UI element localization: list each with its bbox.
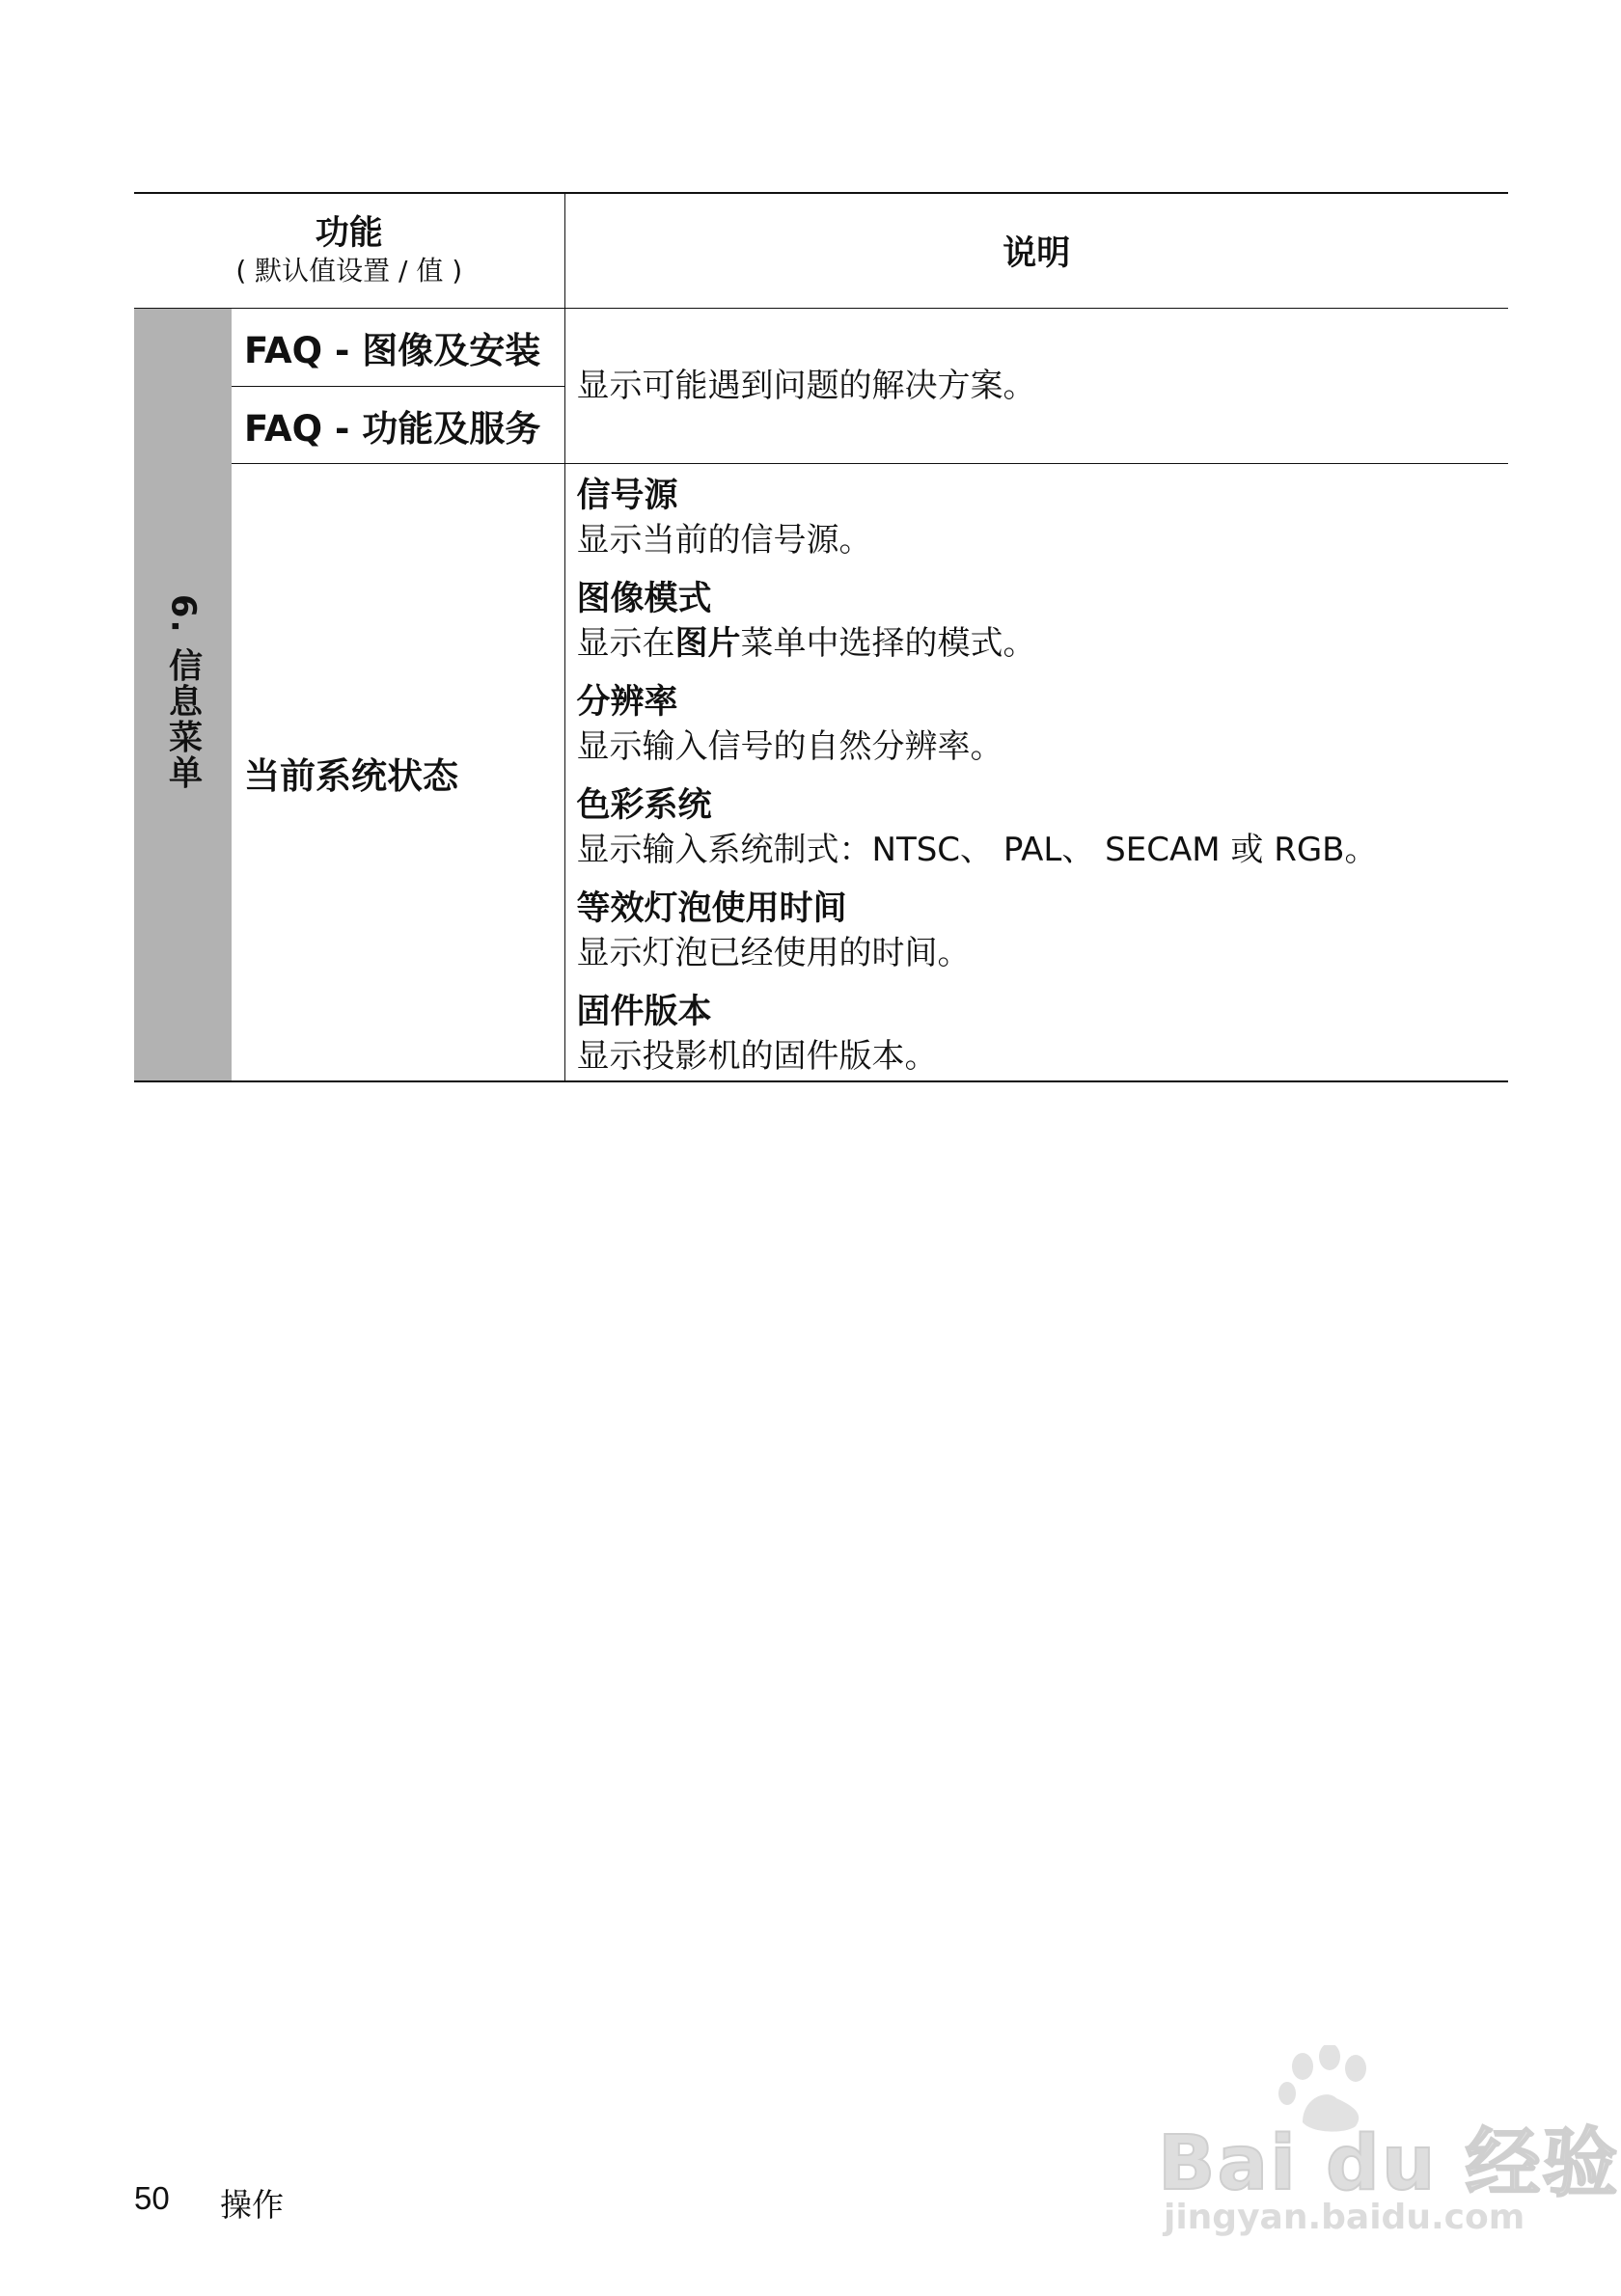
entry-text: 显示投影机的固件版本。 (576, 1037, 938, 1076)
entry-title: 固件版本 (576, 993, 712, 1031)
entry-text-before: 显示在 (576, 624, 675, 663)
entry-title: 等效灯泡使用时间 (576, 889, 847, 928)
watermark-url: jingyan.baidu.com (1164, 2198, 1525, 2237)
current-system-status-item: 当前系统状态 (232, 464, 564, 1082)
entry-title: 分辨率 (576, 683, 678, 722)
entry-title: 色彩系统 (576, 786, 712, 825)
entry-text: 显示输入系统制式：NTSC、 PAL、 SECAM 或 RGB。 (576, 831, 1378, 869)
function-header-subtitle: ( 默认值设置 / 值 ) (235, 255, 463, 287)
baidu-jingyan-watermark (1148, 2045, 1620, 2238)
page-section-label: 操作 (220, 2186, 284, 2224)
entry-text: 显示当前的信号源。 (576, 521, 872, 560)
table-row (134, 309, 1508, 387)
table-header-row (134, 193, 1508, 309)
status-entry-source (577, 474, 1509, 562)
faq-description: 显示可能遇到问题的解决方案。 (564, 309, 1508, 464)
watermark-main-text: Bai du 经验 (1158, 2120, 1620, 2207)
faq-image-install-item: FAQ - 图像及安装 (232, 309, 564, 387)
page-number: 50 (134, 2180, 170, 2216)
entry-text-bold: 图片 (674, 624, 741, 663)
status-entry-firmware (577, 990, 1509, 1079)
status-entry-lamp-hours (577, 887, 1509, 975)
entry-text: 显示灯泡已经使用的时间。 (576, 934, 971, 972)
entry-text (577, 621, 1509, 666)
category-label: 6. 信息菜单 (163, 594, 203, 791)
system-status-description (564, 464, 1508, 1082)
entry-text-after: 菜单中选择的模式。 (740, 624, 1036, 663)
table-row (134, 464, 1508, 1082)
status-entry-resolution (577, 680, 1509, 769)
status-entry-picture-mode (577, 577, 1509, 666)
faq-function-service-item: FAQ - 功能及服务 (232, 387, 564, 464)
entry-text: 显示输入信号的自然分辨率。 (576, 727, 1003, 766)
status-entry-color-system (577, 783, 1509, 872)
function-header-title: 功能 (315, 214, 383, 253)
category-cell (134, 309, 232, 1082)
entry-title: 图像模式 (576, 580, 712, 618)
description-column-header: 说明 (564, 193, 1508, 309)
info-menu-table (134, 192, 1508, 1082)
entry-title: 信号源 (576, 477, 678, 515)
function-column-header (134, 193, 564, 309)
